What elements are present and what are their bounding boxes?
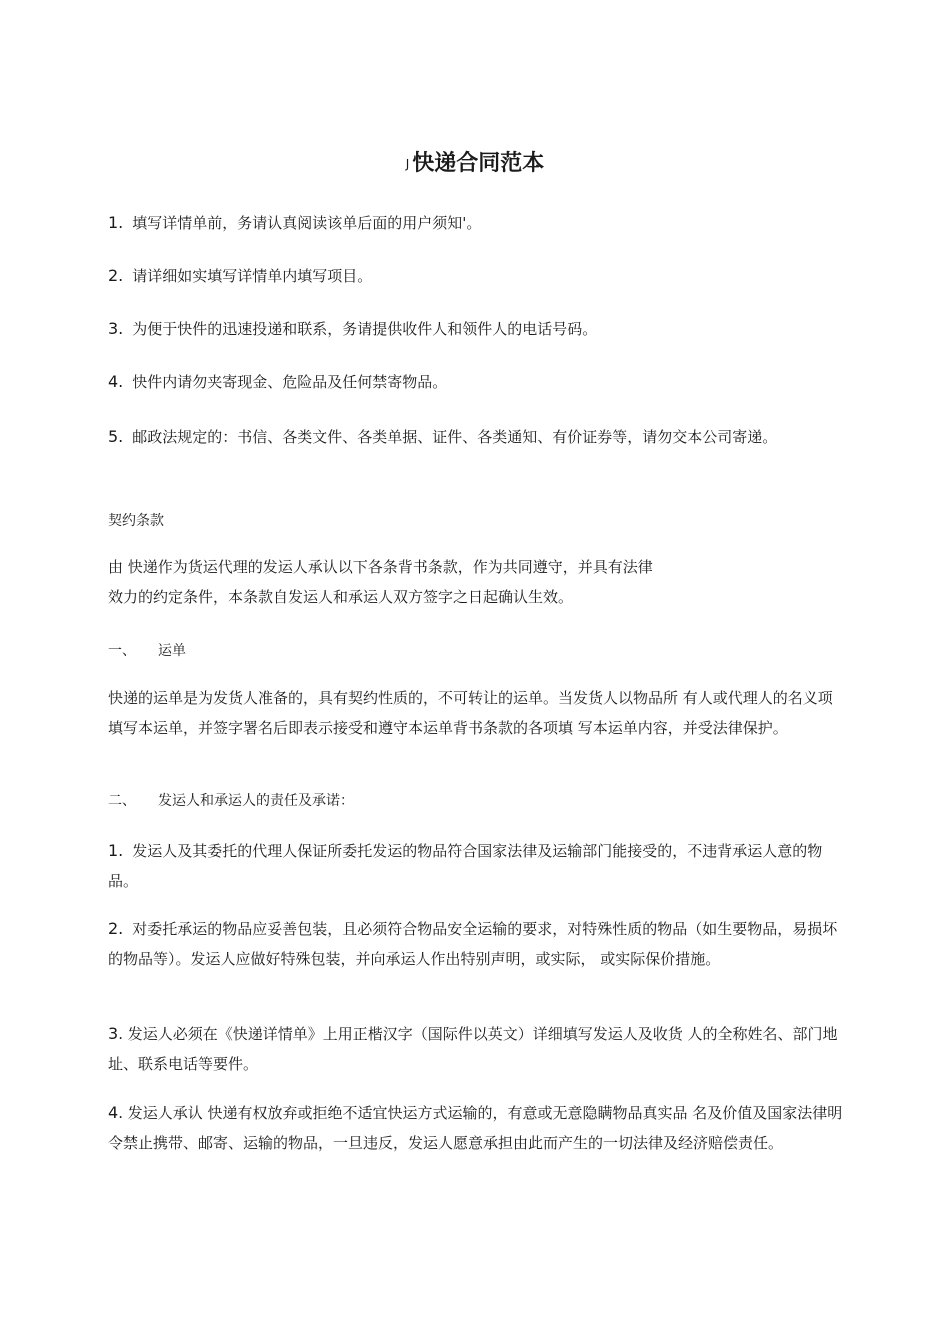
notice-item-text: 填写详情单前，务请认真阅读该单后面的用户须知'。: [132, 214, 482, 232]
section-item-text: 发运人及其委托的代理人保证所委托发运的物品符合国家法律及运输部门能接受的，不违背承运人意的物品。: [108, 842, 823, 890]
section-1-number: 一、: [108, 643, 136, 659]
section-2-item-2: [108, 914, 843, 974]
title-text: 快递合同范本: [412, 151, 545, 176]
section-2-item-1: [108, 836, 843, 896]
section-item-text: . 发运人承认 快递有权放弃或拒绝不适宜快运方式运输的，有意或无意隐瞒物品真实品 名及价值及国家法律明令禁止携带、邮寄、运输的物品，一旦违反，发运人愿意承担由此而产生的一切法律及经济赔偿责任。: [108, 1104, 843, 1152]
notice-item-text: 请详细如实填写详情单内填写项目。: [132, 267, 373, 285]
intro-line-2: 效力的约定条件，本条款自发运人和承运人双方签字之日起确认生效。: [108, 588, 574, 606]
notice-item-number: 4.: [108, 372, 124, 391]
intro-paragraph: [108, 552, 843, 612]
notice-item-text: 快件内请勿夹寄现金、危险品及任何禁寄物品。: [132, 373, 448, 391]
notice-item-3: [108, 314, 843, 344]
section-item-text: 对委托承运的物品应妥善包装，且必须符合物品安全运输的要求，对特殊性质的物品（如生要物品，易损坏的物品等）。发运人应做好特殊包装，并向承运人作出特别声明，或实际， 或实际保价措施。: [108, 920, 838, 968]
title-mark: J: [405, 157, 410, 171]
notice-item-2: [108, 261, 843, 291]
section-2-heading: [108, 790, 354, 812]
section-item-number: 2.: [108, 919, 124, 938]
section-item-number: 4: [108, 1103, 119, 1122]
section-1-title: 运单: [158, 643, 186, 659]
section-item-text: . 发运人必须在《快递详情单》上用正楷汉字（国际件以英文）详细填写发运人及收货 人的全称姓名、部门地址、联系电话等要件。: [108, 1025, 838, 1073]
notice-item-text: 邮政法规定的：书信、各类文件、各类单据、证件、各类通知、有价证券等，请勿交本公司寄递。: [132, 428, 778, 446]
contract-heading: 契约条款: [108, 513, 164, 529]
notice-item-number: 2.: [108, 266, 124, 285]
intro-line-1: 由 快递作为货运代理的发运人承认以下各条背书条款，作为共同遵守，并具有法律: [108, 558, 653, 576]
section-2-item-3: [108, 1019, 843, 1079]
notice-item-5: [108, 422, 843, 452]
section-item-number: 3: [108, 1024, 119, 1043]
notice-item-4: [108, 367, 843, 397]
notice-item-text: 为便于快件的迅速投递和联系，务请提供收件人和领件人的电话号码。: [132, 320, 598, 338]
section-1-body: 快递的运单是为发货人准备的，具有契约性质的，不可转让的运单。当发货人以物品所 有人或代理人的名义项填写本运单，并签字署名后即表示接受和遵守本运单背书条款的各项填 写本运单内容，并受法律保护。: [108, 689, 833, 737]
notice-item-number: 5.: [108, 427, 124, 446]
section-2-item-4: [108, 1098, 843, 1158]
notice-item-1: [108, 208, 843, 238]
notice-item-number: 3.: [108, 319, 124, 338]
section-2-number: 二、: [108, 793, 136, 809]
notice-item-number: 1.: [108, 213, 124, 232]
section-2-title: 发运人和承运人的责任及承诺：: [158, 793, 354, 809]
section-item-number: 1.: [108, 841, 124, 860]
section-1-heading: [108, 640, 186, 662]
page-title: [0, 146, 950, 177]
